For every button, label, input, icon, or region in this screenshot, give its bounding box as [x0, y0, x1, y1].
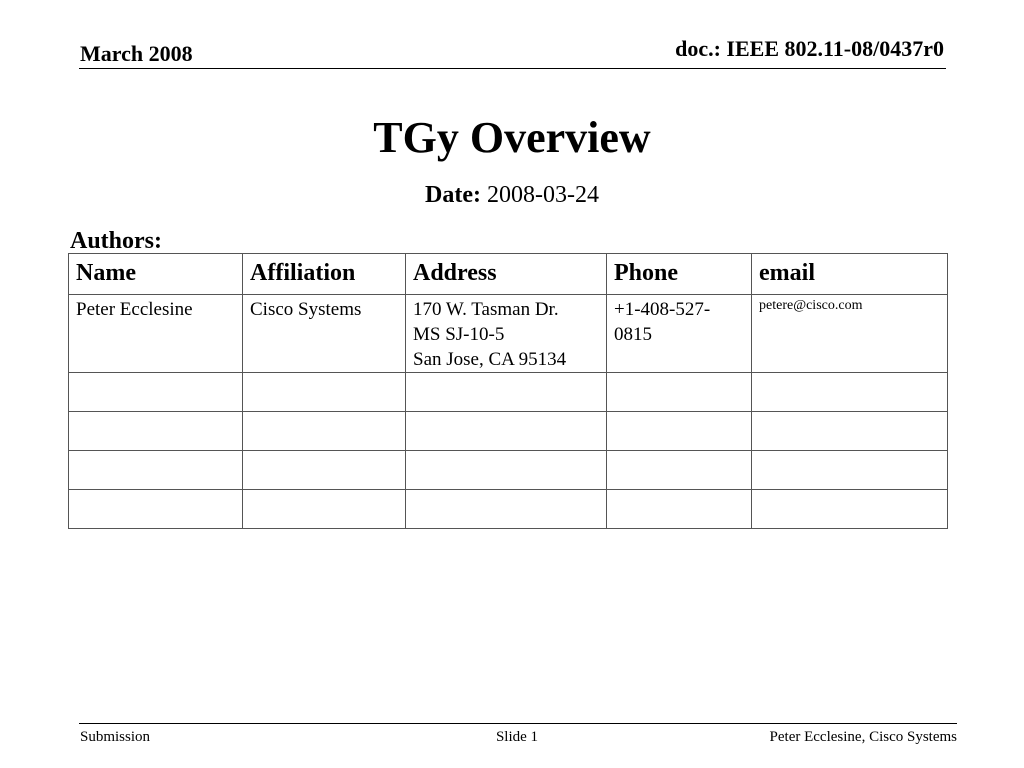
authors-heading: Authors: — [70, 228, 163, 254]
header-date: March 2008 — [80, 41, 193, 66]
footer-submission: Submission — [80, 729, 151, 745]
empty-cell — [752, 451, 948, 490]
empty-cell — [406, 373, 607, 412]
table-row-empty — [69, 412, 948, 451]
empty-cell — [69, 451, 243, 490]
table-row-empty — [69, 373, 948, 412]
empty-cell — [243, 490, 406, 529]
table-row — [69, 295, 948, 373]
empty-cell — [607, 373, 752, 412]
footer-divider — [79, 723, 957, 724]
footer-author: Peter Ecclesine, Cisco Systems — [769, 729, 957, 745]
empty-cell — [69, 373, 243, 412]
empty-cell — [69, 490, 243, 529]
author-phone — [607, 295, 752, 373]
empty-cell — [607, 451, 752, 490]
address-line-street: 170 W. Tasman Dr. — [413, 299, 559, 320]
empty-cell — [69, 412, 243, 451]
column-header-name: Name — [69, 254, 243, 295]
date-value: 2008-03-24 — [486, 182, 599, 208]
empty-cell — [406, 490, 607, 529]
empty-cell — [243, 373, 406, 412]
header-document-id: doc.: IEEE 802.11-08/0437r0 — [675, 36, 944, 61]
phone-line-1: +1-408-527- — [614, 299, 711, 320]
empty-cell — [752, 373, 948, 412]
author-affiliation: Cisco Systems — [243, 295, 406, 373]
column-header-affiliation: Affiliation — [243, 254, 406, 295]
column-header-email: email — [752, 254, 948, 295]
empty-cell — [607, 412, 752, 451]
address-line-mailstop: MS SJ-10-5 — [413, 324, 505, 345]
empty-cell — [243, 412, 406, 451]
column-header-phone: Phone — [607, 254, 752, 295]
column-header-address: Address — [406, 254, 607, 295]
empty-cell — [406, 451, 607, 490]
table-header-row — [69, 254, 948, 295]
date-line — [0, 180, 1024, 210]
address-line-city: San Jose, CA 95134 — [413, 349, 567, 370]
header-divider — [79, 68, 946, 69]
empty-cell — [607, 490, 752, 529]
date-label: Date: — [425, 182, 481, 208]
slide-title: TGy Overview — [373, 113, 651, 162]
author-address — [406, 295, 607, 373]
phone-line-2: 0815 — [614, 324, 652, 345]
empty-cell — [752, 412, 948, 451]
author-name: Peter Ecclesine — [69, 295, 243, 373]
author-email: petere@cisco.com — [752, 295, 948, 373]
authors-table — [68, 253, 948, 529]
table-row-empty — [69, 490, 948, 529]
empty-cell — [406, 412, 607, 451]
table-row-empty — [69, 451, 948, 490]
empty-cell — [243, 451, 406, 490]
empty-cell — [752, 490, 948, 529]
footer-slide-number: Slide 1 — [495, 729, 539, 745]
